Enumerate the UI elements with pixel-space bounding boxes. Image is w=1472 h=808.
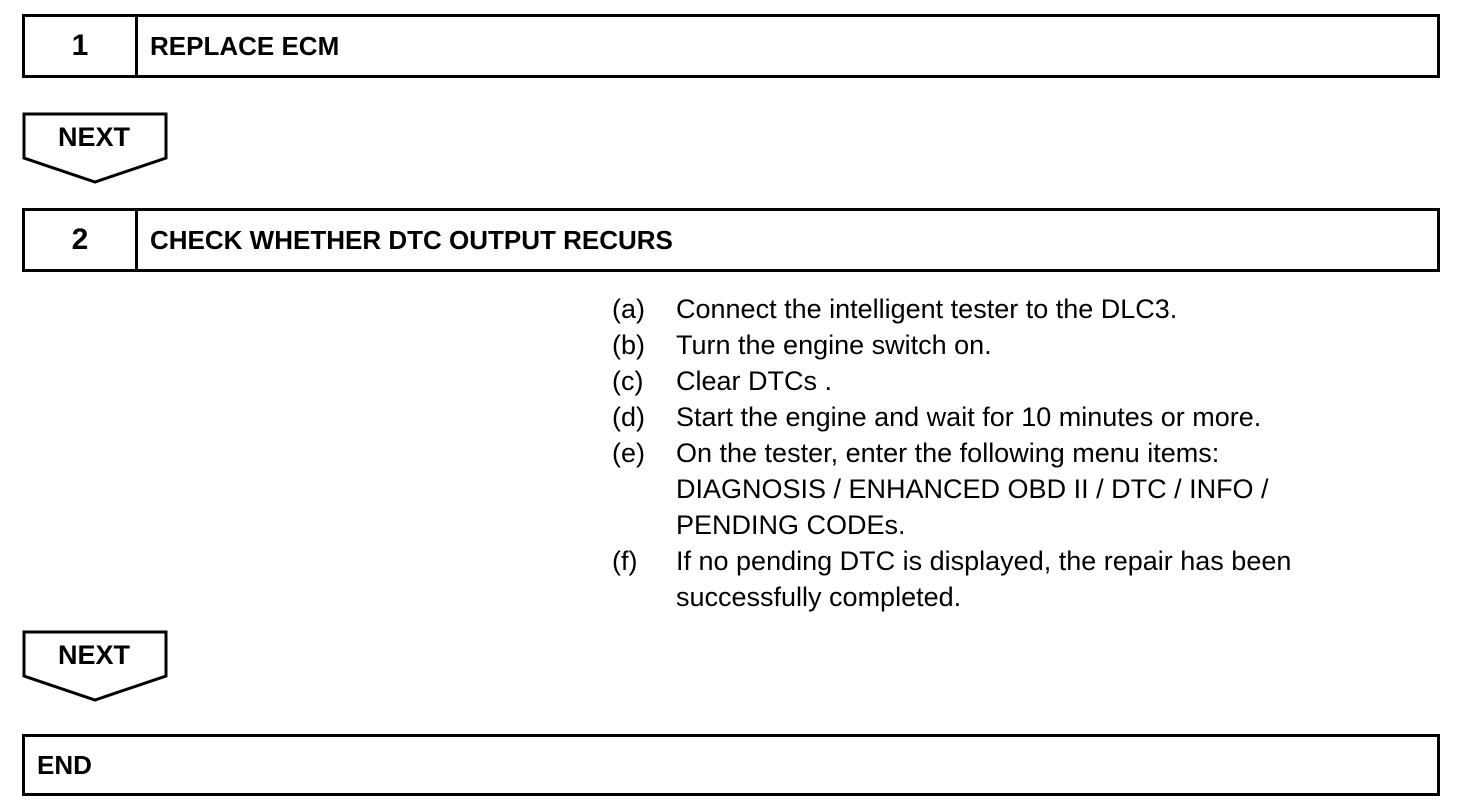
instruction-marker: (f) (612, 546, 638, 576)
instruction-item (612, 399, 1412, 435)
instruction-line: PENDING CODEs. (676, 510, 906, 540)
instruction-marker: (b) (612, 330, 645, 360)
instruction-text: Start the engine and wait for 10 minutes or more. (676, 402, 1262, 432)
instruction-marker: (c) (612, 366, 644, 396)
instruction-line: successfully completed. (676, 582, 962, 612)
instruction-item (612, 435, 1412, 543)
next-arrow-1 (22, 112, 168, 184)
instruction-list (612, 291, 1412, 615)
instruction-text: Clear DTCs . (676, 366, 833, 396)
step-number: 2 (25, 211, 138, 269)
instruction-item (612, 291, 1412, 327)
instruction-text: Turn the engine switch on. (676, 330, 992, 360)
next-arrow-2 (22, 630, 168, 702)
instruction-marker: (a) (612, 294, 645, 324)
end-label: END (37, 749, 92, 780)
instruction-line: DIAGNOSIS / ENHANCED OBD II / DTC / INFO / (676, 474, 1269, 504)
step-2-header (22, 208, 1440, 272)
instruction-text (676, 543, 1412, 615)
step-number: 1 (25, 17, 138, 75)
instruction-line: On the tester, enter the following menu items: (676, 438, 1220, 468)
instruction-item (612, 363, 1412, 399)
instruction-text (676, 435, 1412, 543)
instruction-item (612, 327, 1412, 363)
instruction-marker: (e) (612, 438, 645, 468)
end-box (22, 734, 1440, 796)
instruction-text: Connect the intelligent tester to the DLC3. (676, 294, 1178, 324)
instruction-line: If no pending DTC is displayed, the repair has been (676, 546, 1292, 576)
step-title: REPLACE ECM (150, 30, 340, 61)
instruction-marker: (d) (612, 402, 645, 432)
step-1-header (22, 14, 1440, 78)
instruction-item (612, 543, 1412, 615)
step-title: CHECK WHETHER DTC OUTPUT RECURS (150, 224, 673, 255)
next-label: NEXT (57, 122, 130, 152)
next-label: NEXT (57, 640, 130, 670)
